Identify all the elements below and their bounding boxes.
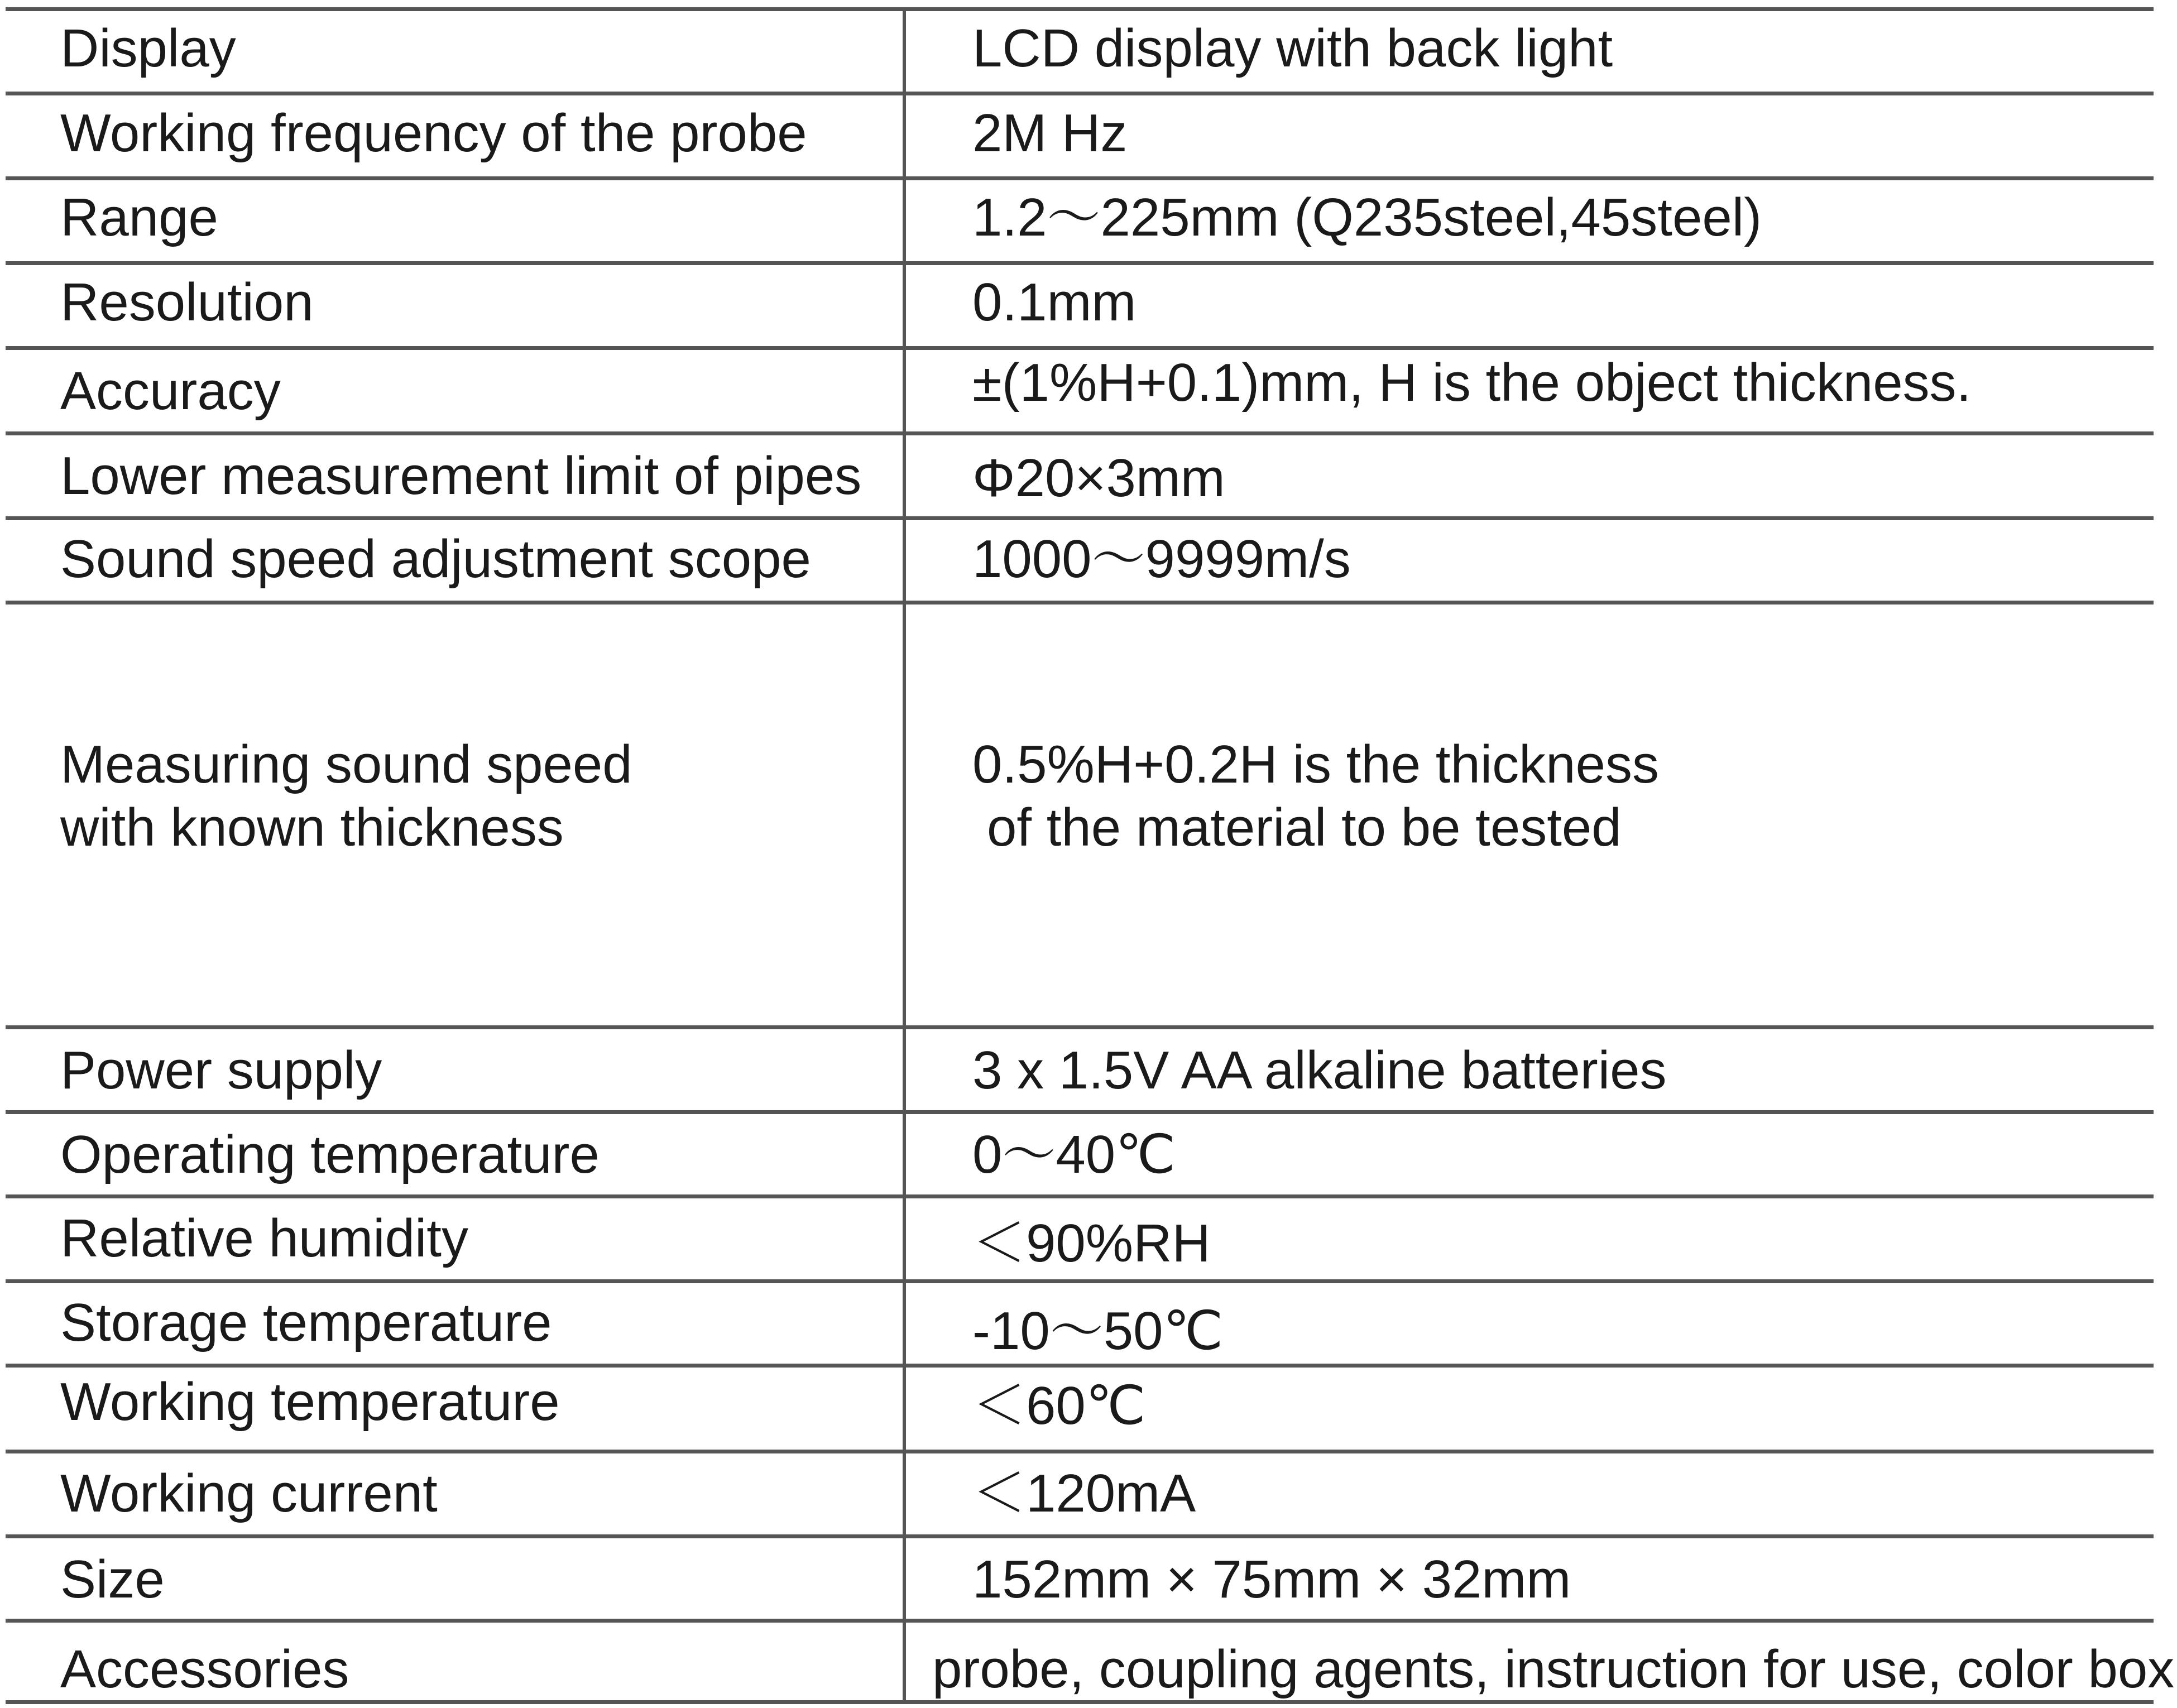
spec-value-resolution: 0.1mm bbox=[972, 272, 1137, 332]
spec-value-display: LCD display with back light bbox=[972, 18, 1613, 78]
spec-label-display: Display bbox=[60, 18, 236, 78]
spec-value-operating-temperature: 0～40℃ bbox=[972, 1125, 1176, 1184]
spec-value-power-supply: 3 x 1.5V AA alkaline batteries bbox=[972, 1040, 1667, 1100]
spec-label-accuracy: Accuracy bbox=[60, 361, 281, 421]
spec-label-relative-humidity: Relative humidity bbox=[60, 1208, 468, 1268]
spec-value-accuracy: ±(1%H+0.1)mm, H is the object thickness. bbox=[972, 353, 1972, 412]
spec-label-known-thickness-line1: Measuring sound speed bbox=[60, 735, 632, 794]
row-divider bbox=[6, 261, 2154, 265]
spec-value-probe-frequency: 2M Hz bbox=[972, 103, 1128, 163]
spec-label-sound-speed-scope: Sound speed adjustment scope bbox=[60, 529, 811, 589]
row-divider bbox=[6, 516, 2154, 520]
spec-label-storage-temperature: Storage temperature bbox=[60, 1293, 552, 1352]
row-divider bbox=[6, 1700, 2154, 1704]
spec-label-pipe-limit: Lower measurement limit of pipes bbox=[60, 446, 862, 506]
spec-label-size: Size bbox=[60, 1549, 165, 1609]
spec-label-resolution: Resolution bbox=[60, 272, 314, 332]
spec-value-sound-speed-scope: 1000～9999m/s bbox=[972, 529, 1351, 589]
row-divider bbox=[6, 1619, 2154, 1623]
spec-value-range: 1.2～225mm (Q235steel,45steel) bbox=[972, 188, 1762, 247]
spec-label-working-temperature: Working temperature bbox=[60, 1372, 560, 1432]
spec-value-storage-temperature: -10～50℃ bbox=[972, 1301, 1224, 1361]
spec-value-known-thickness-line2: of the material to be tested bbox=[987, 798, 1622, 857]
row-divider bbox=[6, 431, 2154, 435]
spec-value-working-current: ＜120mA bbox=[972, 1464, 1196, 1523]
row-divider bbox=[6, 346, 2154, 350]
spec-label-operating-temperature: Operating temperature bbox=[60, 1125, 600, 1184]
spec-label-probe-frequency: Working frequency of the probe bbox=[60, 103, 807, 163]
row-divider bbox=[6, 1110, 2154, 1114]
column-divider bbox=[903, 8, 906, 1702]
spec-label-working-current: Working current bbox=[60, 1464, 438, 1523]
spec-value-working-temperature: ＜60℃ bbox=[972, 1376, 1146, 1436]
row-divider bbox=[6, 1194, 2154, 1198]
row-divider bbox=[6, 92, 2154, 95]
spec-label-accessories: Accessories bbox=[60, 1639, 349, 1699]
row-divider bbox=[6, 176, 2154, 180]
row-divider bbox=[6, 1364, 2154, 1368]
spec-value-size: 152mm × 75mm × 32mm bbox=[972, 1549, 1571, 1609]
spec-label-power-supply: Power supply bbox=[60, 1040, 382, 1100]
row-divider bbox=[6, 7, 2154, 11]
spec-value-pipe-limit: Φ20×3mm bbox=[972, 448, 1225, 508]
spec-value-accessories: probe, coupling agents, instruction for use, color box bbox=[932, 1639, 2175, 1699]
row-divider bbox=[6, 601, 2154, 604]
spec-value-known-thickness-line1: 0.5%H+0.2H is the thickness bbox=[972, 735, 1659, 794]
row-divider bbox=[6, 1025, 2154, 1029]
row-divider bbox=[6, 1450, 2154, 1453]
row-divider bbox=[6, 1534, 2154, 1538]
spec-label-known-thickness-line2: with known thickness bbox=[60, 798, 564, 857]
row-divider bbox=[6, 1279, 2154, 1283]
spec-label-range: Range bbox=[60, 188, 218, 247]
spec-value-relative-humidity: ＜90%RH bbox=[972, 1213, 1211, 1273]
